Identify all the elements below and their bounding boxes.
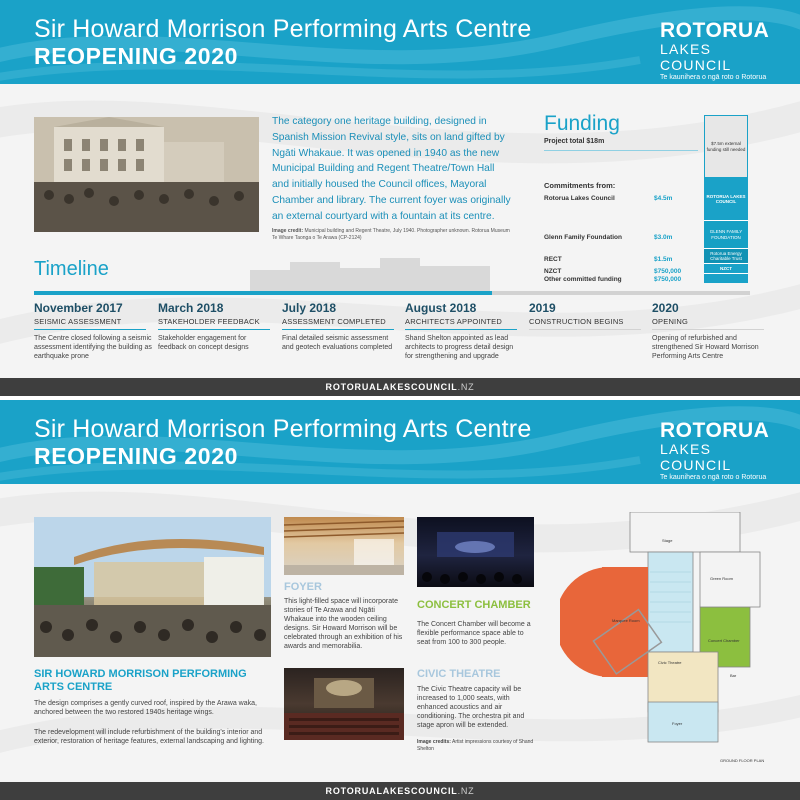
logo-tagline: Te kaunihera o ngā roto o Rotorua [660, 474, 767, 481]
civic-theatre-heading: CIVIC THEATRE [417, 668, 501, 680]
timeline-rule [282, 329, 394, 330]
timeline-item [158, 301, 276, 352]
commitments-heading: Commitments from: [544, 181, 616, 190]
timeline-date: November 2017 [34, 301, 123, 315]
header [0, 0, 800, 84]
timeline-date: March 2018 [158, 301, 224, 315]
logo-line2: LAKES COUNCIL [660, 41, 732, 73]
commitment-amount: $4.5m [654, 195, 673, 202]
centre-heading: SIR HOWARD MORRISON PERFORMING ARTS CENTRE [34, 668, 247, 693]
credit-label: Image credit: [272, 228, 304, 234]
centre-description: The design comprises a gently curved roof, inspired by the Arawa waka, anchored between the two restored 1940s heritage wings. [34, 700, 257, 716]
timeline-item [405, 301, 523, 361]
council-logo [660, 20, 770, 82]
logo-line2: LAKES COUNCIL [660, 441, 732, 473]
footer-website: ROTORUALAKESCOUNCIL.NZ [0, 378, 800, 396]
civic-credit-label: Image credits: [417, 739, 451, 745]
floorplan-label-concert: Concert Chamber [708, 638, 740, 643]
timeline-label: ASSESSMENT COMPLETED [282, 317, 386, 326]
concert-chamber-photo [417, 517, 534, 587]
timeline-desc: Stakeholder engagement for feedback on concept designs [158, 335, 249, 351]
concert-chamber-heading: CONCERT CHAMBER [417, 599, 531, 611]
commitment-row [544, 256, 694, 264]
floorplan-label-foyer: Foyer [672, 721, 683, 726]
floorplan-label-stage: Stage [662, 538, 673, 543]
timeline-desc: Shand Shelton appointed as lead architects to progress detail design for strengthening and upgrade [405, 335, 514, 360]
commitment-name: Other committed funding [544, 276, 622, 283]
funding-segment-needed: $7.5m external funding still needed [704, 115, 748, 178]
timeline-rule [158, 329, 270, 330]
centre-redevelopment-description: The redevelopment will include refurbishment of the building's interior and exterior, restoration of heritage features, external landscaping and lighting. [34, 729, 264, 745]
intro-paragraph: The category one heritage building, designed in Spanish Mission Revival style, sits on land gifted by Ngāti Whakaue. It was opened in 1940 as the new Municipal Building and Regent Theatre/Town Hall and initially housed the Council offices, Mayoral Chamber and library. The current foyer was originally an external courtyard with a fountain at its centre. [272, 116, 511, 222]
credit-text: Municipal building and Regent Theatre, July 1940. Photographer unknown. Rotorua Museum Te Whare Taonga o Te Arawa (CP-2124) [272, 228, 510, 241]
commitment-amount: $3.0m [654, 234, 673, 241]
timeline-label: SEISMIC ASSESSMENT [34, 317, 122, 326]
civic-theatre-description: The Civic Theatre capacity will be increased to 1,000 seats, with enhanced acoustics and air conditioning. The orchestra pit and stage apron will be extended. [417, 686, 525, 729]
foyer-description: This light-filled space will incorporate stories of Te Arawa and Ngāti Whakaue into the wooden ceiling designs. Sir Howard Morrison will be celebrated through an exhibition of his awards and memorabilia. [284, 598, 403, 650]
timeline-item [652, 301, 770, 361]
header [0, 400, 800, 484]
timeline-rule [34, 329, 146, 330]
floorplan-label-bar: Bar [730, 673, 737, 678]
funding-stacked-bar [704, 115, 748, 283]
historic-building-photo [34, 117, 259, 232]
civic-theatre-photo [284, 668, 404, 740]
floorplan-label-ground: GROUND FLOOR PLAN [720, 758, 765, 763]
funding-segment-glenn: GLENN FAMILY FOUNDATION [704, 220, 748, 248]
civic-credit-text: Artist impressions courtesy of Shand Shelton [417, 739, 534, 752]
floorplan-label-civic: Civic Theatre [658, 660, 682, 665]
timeline-label: ARCHITECTS APPOINTED [405, 317, 502, 326]
timeline-title: Timeline [34, 258, 109, 280]
commitment-amount: $750,000 [654, 268, 682, 275]
page-subtitle: REOPENING 2020 [34, 43, 238, 69]
timeline-label: OPENING [652, 317, 688, 326]
funding-segment-rect: Rotorua Energy Charitable Trust [704, 248, 748, 263]
building-silhouette [250, 258, 490, 293]
timeline-item [282, 301, 400, 352]
timeline-rule [529, 329, 641, 330]
timeline-desc: Final detailed seismic assessment and geotech evaluations completed [282, 335, 393, 351]
logo-tagline: Te kaunihera o ngā roto o Rotorua [660, 74, 767, 81]
commitment-name: RECT [544, 256, 562, 263]
floorplan-label-marquee: Marquee Room [612, 618, 640, 623]
council-logo [660, 420, 770, 482]
commitment-amount: $750,000 [654, 276, 682, 283]
commitment-amount: $1.5m [654, 256, 673, 263]
funding-divider [544, 150, 698, 151]
commitment-row [544, 276, 694, 284]
timeline-rule [405, 329, 517, 330]
timeline-rule [652, 329, 764, 330]
timeline-desc: Opening of refurbished and strengthened Sir Howard Morrison Performing Arts Centre [652, 335, 759, 360]
concert-chamber-description: The Concert Chamber will become a flexible performance space able to seat from 100 to 300 people. [417, 621, 531, 646]
commitment-row [544, 195, 694, 203]
timeline-date: July 2018 [282, 301, 337, 315]
timeline-date: August 2018 [405, 301, 477, 315]
logo-line1: ROTORUA [660, 19, 770, 42]
timeline-date: 2020 [652, 301, 679, 315]
page-title: Sir Howard Morrison Performing Arts Centre [34, 15, 532, 43]
timeline-label: STAKEHOLDER FEEDBACK [158, 317, 260, 326]
timeline-progress [34, 291, 492, 295]
timeline-item [529, 301, 647, 334]
timeline-desc: The Centre closed following a seismic assessment identifying the building as earthquake prone [34, 335, 152, 360]
funding-title: Funding [544, 112, 620, 135]
commitment-name: Glenn Family Foundation [544, 234, 622, 241]
funding-total: Project total $18m [544, 138, 605, 145]
intro-image-credit [272, 228, 512, 241]
civic-image-credit [417, 739, 542, 752]
commitment-name: Rotorua Lakes Council [544, 195, 615, 202]
commitment-name: NZCT [544, 268, 562, 275]
page-subtitle: REOPENING 2020 [34, 443, 238, 469]
commitment-row [544, 268, 694, 276]
foyer-photo [284, 517, 404, 575]
funding-segment-nzct: NZCT [704, 263, 748, 273]
timeline-date: 2019 [529, 301, 556, 315]
funding-segment-council: ROTORUA LAKES COUNCIL [704, 178, 748, 220]
page-title: Sir Howard Morrison Performing Arts Centre [34, 415, 532, 443]
timeline-item [34, 301, 152, 361]
footer-website: ROTORUALAKESCOUNCIL.NZ [0, 782, 800, 800]
floorplan-label-green: Green Room [710, 576, 733, 581]
ground-floor-plan [560, 512, 772, 767]
centre-exterior-render [34, 517, 271, 657]
logo-line1: ROTORUA [660, 419, 770, 442]
funding-segment-other [704, 273, 748, 283]
panel-funding-timeline [0, 0, 800, 396]
foyer-heading: FOYER [284, 581, 322, 593]
commitment-row [544, 234, 694, 242]
timeline-label: CONSTRUCTION BEGINS [529, 317, 624, 326]
